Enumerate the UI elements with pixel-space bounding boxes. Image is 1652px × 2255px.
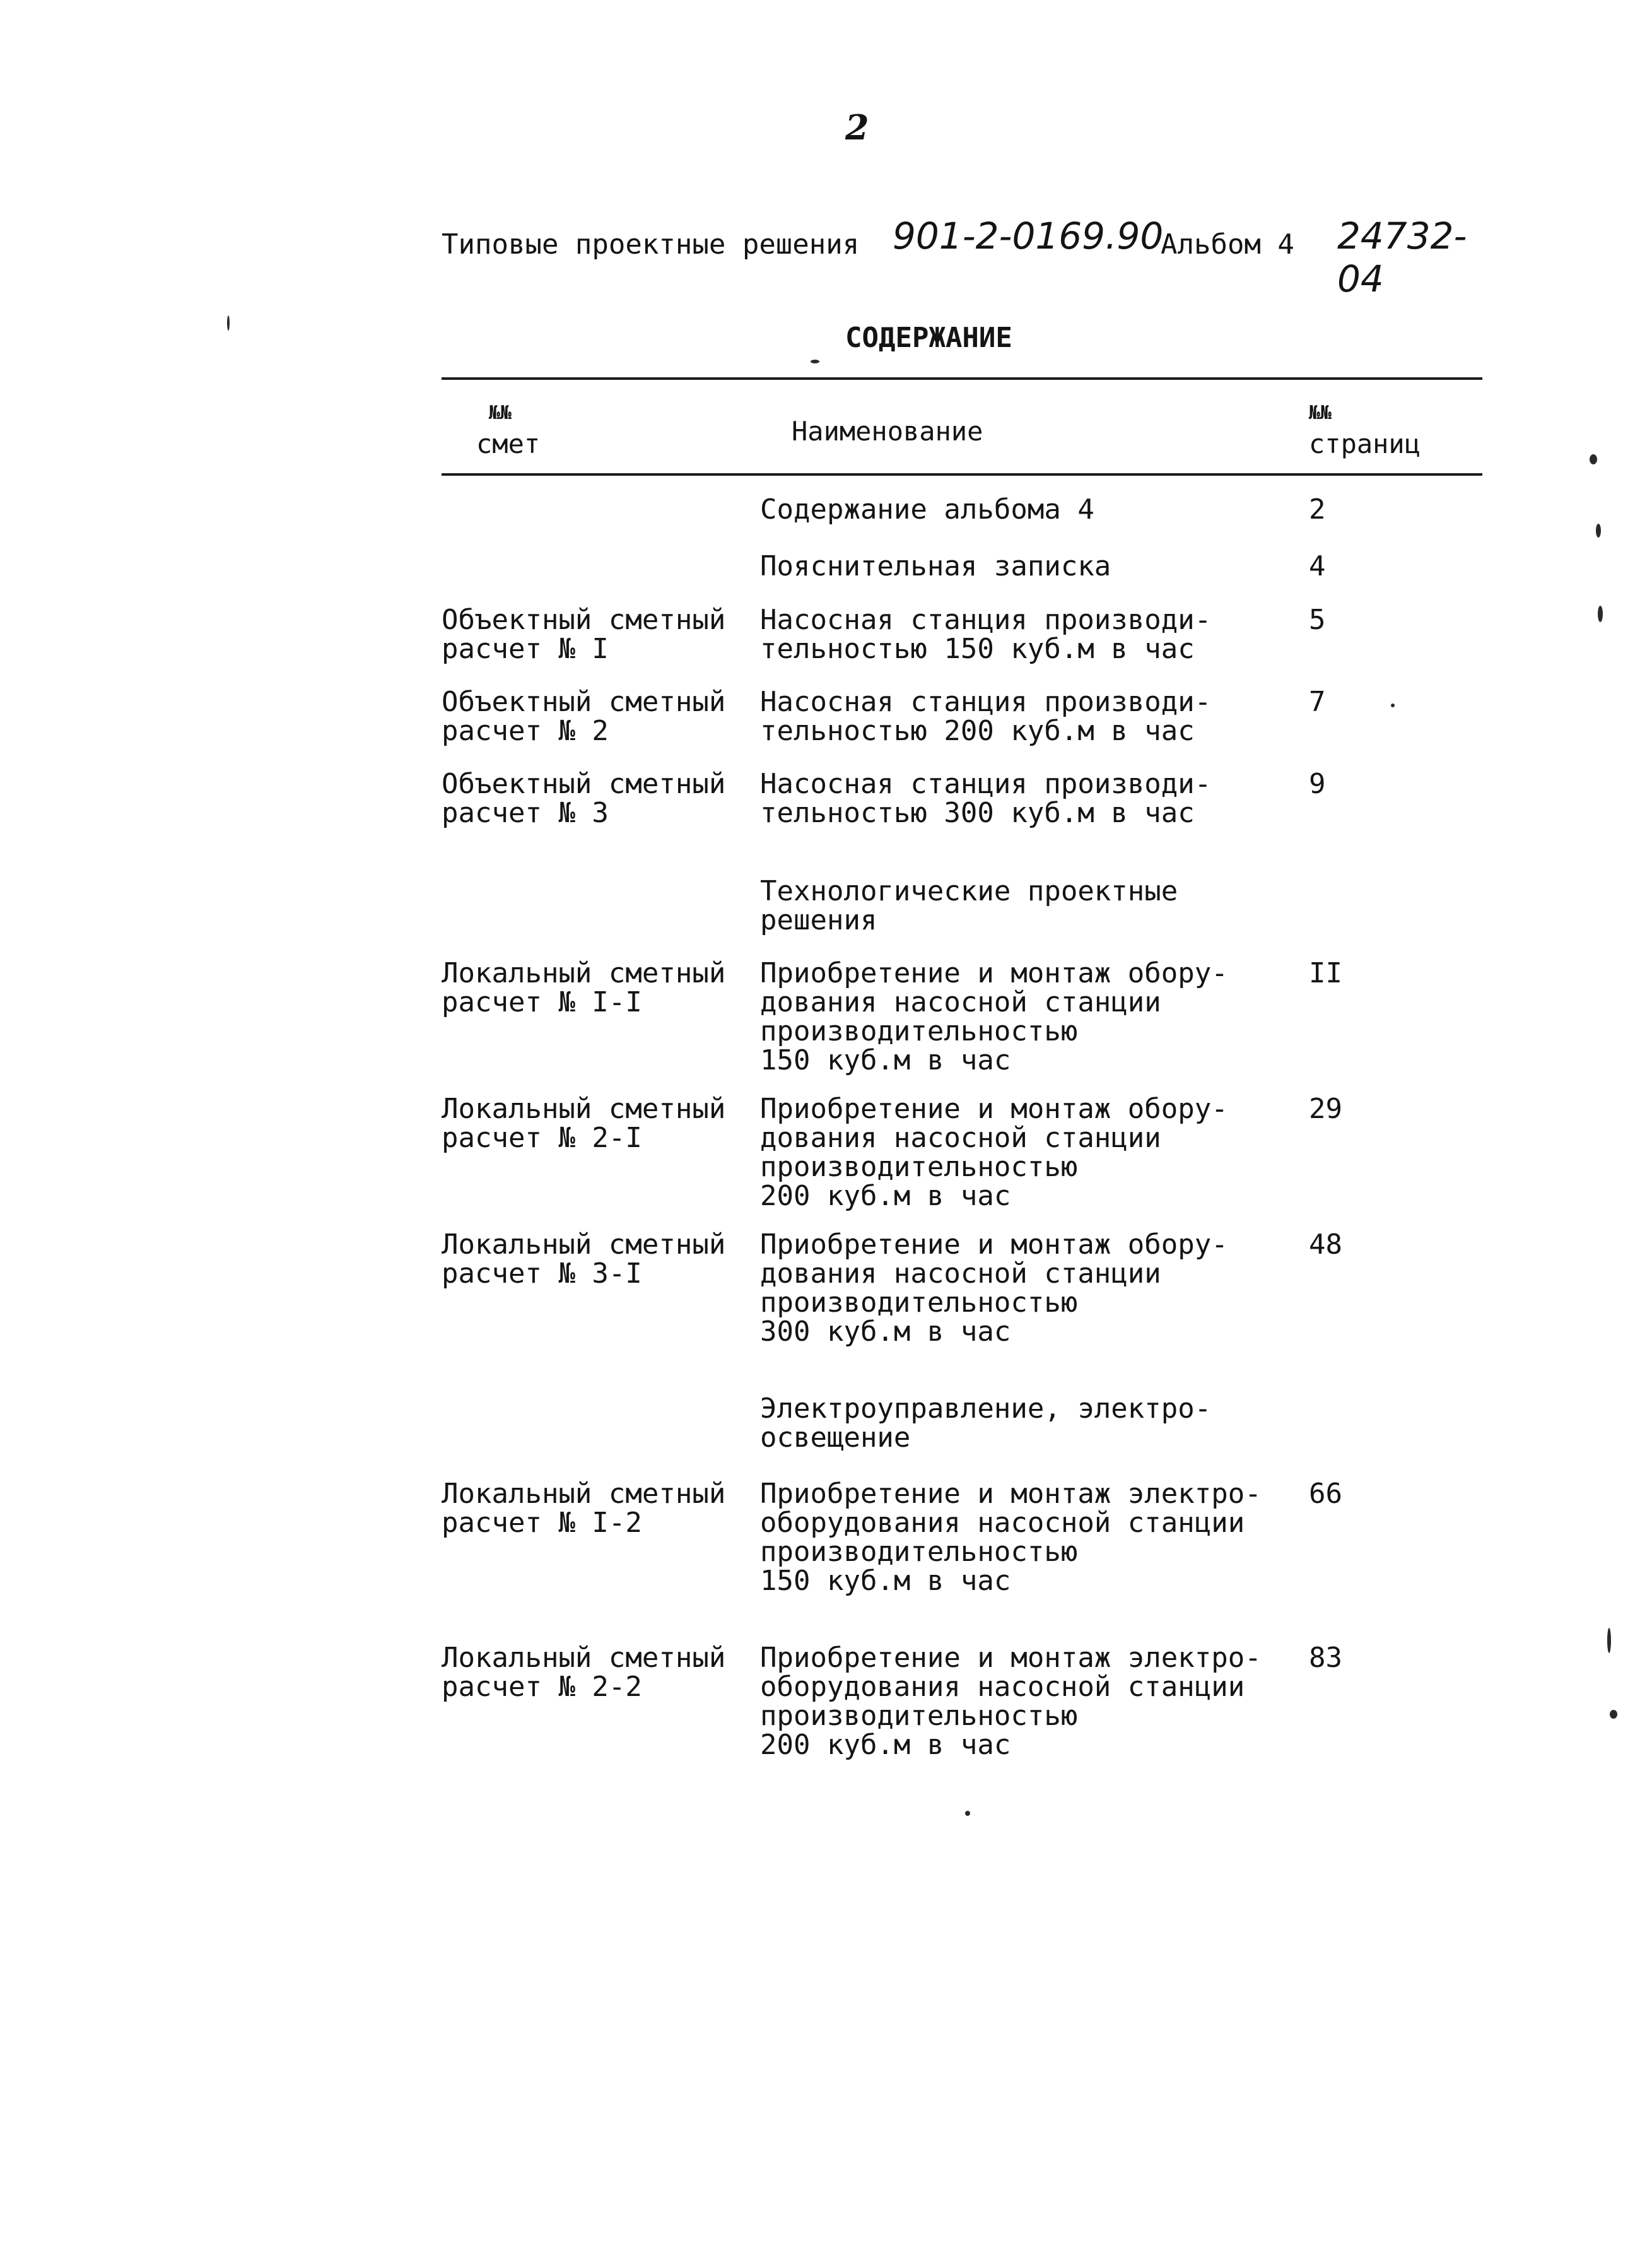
scan-speck [965,1811,970,1816]
table-top-rule [442,377,1482,380]
scan-speck [811,360,819,363]
scan-speck [1596,524,1601,538]
row-estimate-number: Объектный сметный расчет № 2 [442,686,726,747]
row-name: Насосная станция производи- тельностью 300 куб.м в час [760,768,1212,829]
row-estimate-number: Локальный сметный расчет № I-I [442,957,726,1018]
scan-speck [1590,454,1597,464]
row-page: 29 [1309,1093,1342,1125]
row-estimate-number: Объектный сметный расчет № 3 [442,768,726,829]
row-estimate-number: Локальный сметный расчет № 2-I [442,1093,726,1154]
header-album: Альбом 4 [1161,228,1294,261]
row-name: Технологические проектные решения [760,875,1178,936]
row-page: 5 [1309,604,1326,636]
row-page: 66 [1309,1478,1342,1510]
scan-speck [1598,606,1603,622]
scan-speck [1610,1710,1617,1719]
column-header-estimate-number-sup: №№ [489,402,512,424]
column-header-name: Наименование [792,416,983,447]
row-estimate-number: Объектный сметный расчет № I [442,604,726,665]
row-name: Насосная станция производи- тельностью 150 куб.м в час [760,604,1212,665]
table-header-rule [442,473,1482,476]
row-estimate-number: Локальный сметный расчет № 2-2 [442,1642,726,1703]
scan-speck [1391,704,1395,707]
row-page: II [1309,957,1342,989]
row-name: Приобретение и монтаж обору- дования насосной станции производительностью 150 куб.м в час [760,957,1228,1076]
header-series: Типовые проектные решения [442,228,860,261]
scan-speck [1607,1628,1611,1653]
row-page: 4 [1309,550,1326,582]
row-estimate-number: Локальный сметный расчет № I-2 [442,1478,726,1539]
row-page: 48 [1309,1228,1342,1261]
row-page: 9 [1309,768,1326,800]
row-name: Содержание альбома 4 [760,493,1094,526]
row-page: 7 [1309,686,1326,718]
row-name: Пояснительная записка [760,550,1111,582]
column-header-estimate-number-label: смет [476,428,541,459]
document-title: СОДЕРЖАНИЕ [845,322,1012,354]
row-name: Электроуправление, электро- освещение [760,1392,1212,1454]
row-page: 2 [1309,493,1326,526]
header-document-number: 24732-04 [1337,215,1467,300]
row-name: Насосная станция производи- тельностью 200 куб.м в час [760,686,1212,747]
row-name: Приобретение и монтаж обору- дования насосной станции производительностью 200 куб.м в час [760,1093,1228,1212]
document-header [442,215,1501,300]
scan-speck [227,315,230,331]
row-page: 83 [1309,1642,1342,1674]
column-header-pages-label: страниц [1309,428,1421,459]
column-header-estimate-number [476,404,540,459]
column-header-pages [1309,404,1421,459]
row-estimate-number: Локальный сметный расчет № 3-I [442,1228,726,1290]
row-name: Приобретение и монтаж обору- дования насосной станции производительностью 300 куб.м в час [760,1228,1228,1348]
row-name: Приобретение и монтаж электро- оборудования насосной станции производительностью 150 куб.м в час [760,1478,1262,1597]
header-project-code: 901-2-0169.90 [893,215,1164,257]
column-header-pages-sup: №№ [1309,402,1332,424]
row-name: Приобретение и монтаж электро- оборудования насосной станции производительностью 200 куб.м в час [760,1642,1262,1761]
page-number: 2 [845,107,869,148]
